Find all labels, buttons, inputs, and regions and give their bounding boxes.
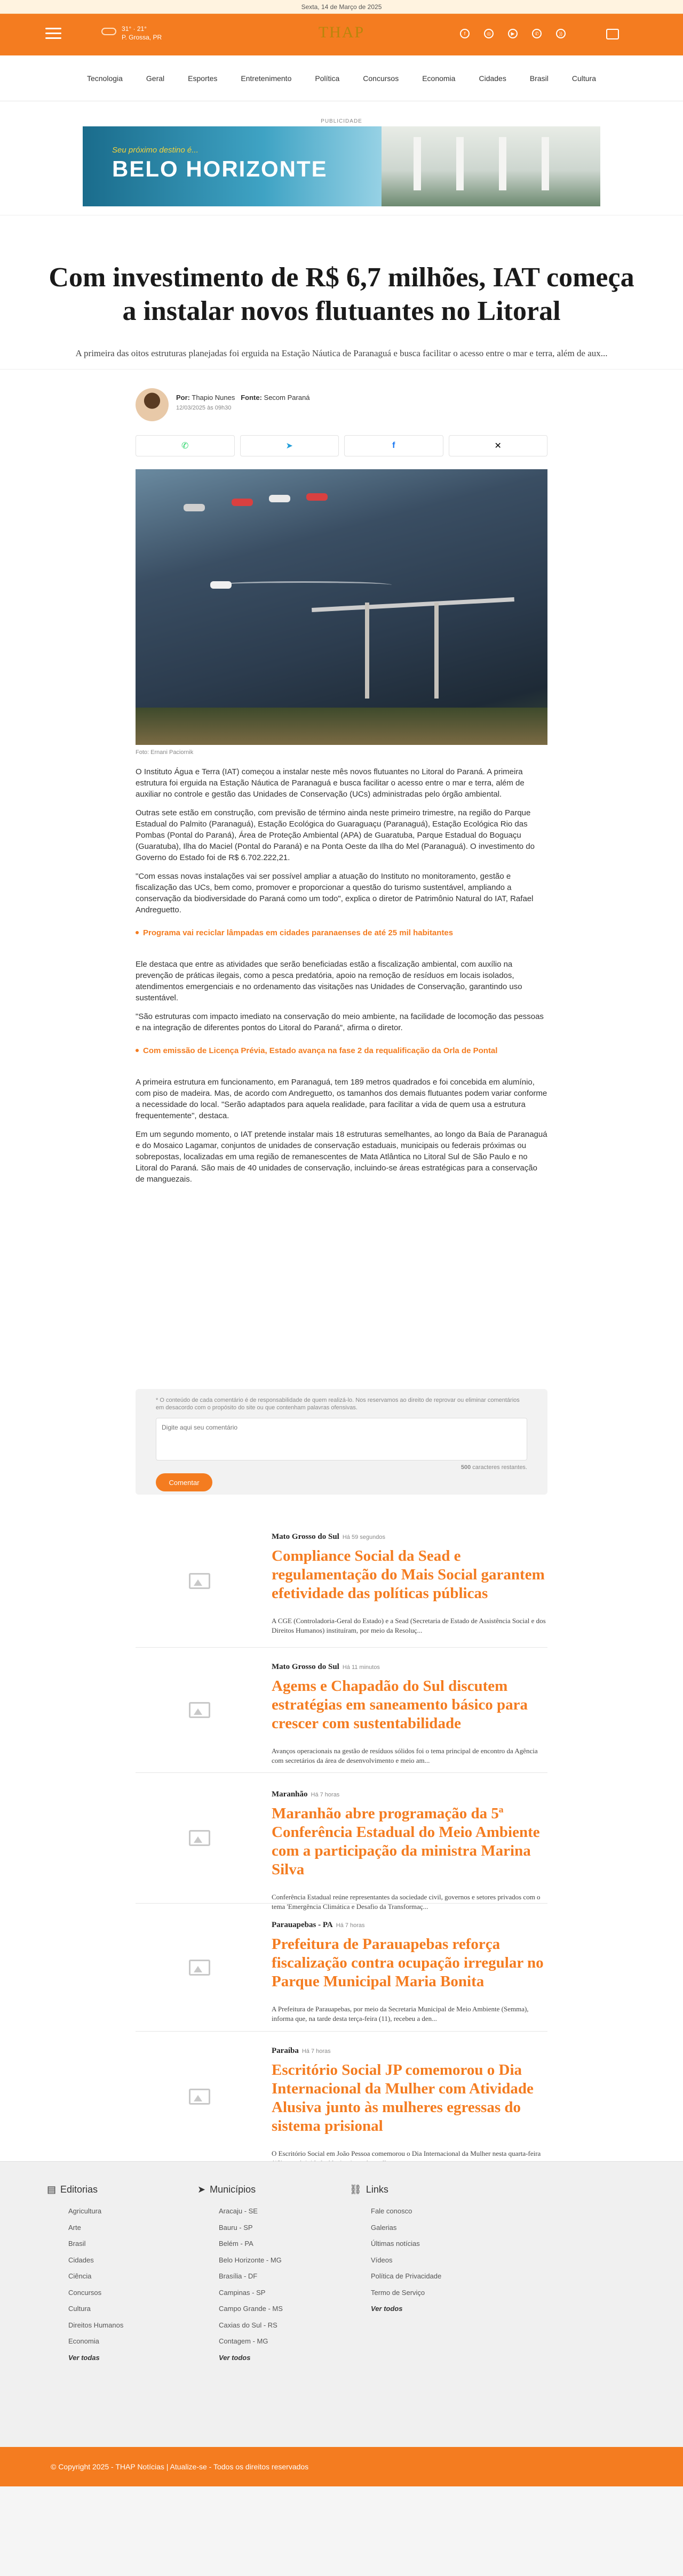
nav-item[interactable]: Cultura (571, 74, 596, 83)
card-excerpt: Conferência Estadual reúne representantes da sociedade civil, governos e setores privados com o tema 'Emergência Climática e Desafio da Transformaç... (272, 1893, 541, 1911)
article-subtitle: A primeira das oitos estruturas planejadas foi erguida na Estação Náutica de Paranaguá e busca facilitar o acesso entre o mar e terra, além de aux... (75, 348, 608, 358)
footer-link[interactable]: Brasil (68, 2240, 86, 2248)
news-card[interactable] (136, 1648, 547, 1773)
article-header (0, 215, 683, 370)
footer-link[interactable]: Arte (68, 2223, 81, 2232)
footer-link[interactable]: Cultura (68, 2305, 91, 2313)
date-bar: Sexta, 14 de Março de 2025 (0, 0, 683, 14)
char-counter (156, 1464, 527, 1471)
navigation-arrow-icon: ➤ (197, 2184, 206, 2195)
facebook-icon[interactable]: f (460, 29, 470, 38)
footer-link[interactable]: Fale conosco (371, 2207, 412, 2215)
card-category: Mato Grosso do Sul Há 59 segundos (272, 1532, 385, 1541)
weather-min: 21° (137, 25, 147, 33)
copyright-bar: © Copyright 2025 - THAP Notícias | Atualize-se - Todos os direitos reservados (0, 2447, 683, 2486)
weather-max: 31° (122, 25, 132, 33)
card-time: Há 7 horas (301, 2048, 331, 2055)
x-icon: ✕ (494, 442, 502, 451)
footer-link[interactable]: Direitos Humanos (68, 2321, 124, 2329)
footer-link[interactable]: Cidades (68, 2256, 94, 2264)
card-category: Maranhão Há 7 horas (272, 1790, 340, 1799)
author-prefix: Por: (176, 394, 190, 402)
footer-heading: Municípios (210, 2184, 256, 2195)
social-links (460, 29, 566, 38)
ad-section (0, 101, 683, 215)
footer-link[interactable]: Termo de Serviço (371, 2288, 425, 2297)
char-count: 500 (460, 1464, 471, 1471)
card-category: Parauapebas - PA Há 7 horas (272, 1921, 365, 1929)
card-excerpt: A CGE (Controladoria-Geral do Estado) e a Sead (Secretaria de Estado de Assistência Social e dos Direitos Humanos) instituíram, por meio da Resoluç... (272, 1617, 546, 1634)
ad-headline: BELO HORIZONTE (112, 156, 328, 181)
nav-item[interactable]: Tecnologia (86, 74, 123, 83)
comment-submit-button[interactable]: Comentar (156, 1473, 212, 1491)
news-card[interactable] (136, 1773, 547, 1911)
article-body-section (0, 370, 683, 1514)
footer-see-all-link[interactable]: Ver todos (219, 2353, 251, 2362)
paragraph: A primeira estrutura em funcionamento, em Paranaguá, tem 189 metros quadrados e foi concebida em alumínio, com piso de madeira. Mas, de acordo com Andreguetto, os tamanhos dos demais flutuantes podem variar conforme a necessidade do local. "Serão adaptados para aquela realidade, para facilitar a vida de quem usa a estrutura frequentemente", destaca. (136, 1078, 547, 1120)
thumbnail (136, 1514, 264, 1647)
nav-item[interactable]: Política (315, 74, 340, 83)
footer-heading: Editorias (60, 2184, 98, 2195)
nav-item[interactable]: Brasil (529, 74, 549, 83)
footer (0, 2161, 683, 2486)
footer-link[interactable]: Belém - PA (219, 2240, 253, 2248)
footer-link[interactable]: Política de Privacidade (371, 2272, 442, 2280)
thumbnail (136, 1773, 264, 1903)
footer-see-all-link[interactable]: Ver todas (68, 2353, 100, 2362)
card-title[interactable]: Compliance Social da Sead e regulamentação do Mais Social garantem efetividade das políticas públicas (272, 1547, 545, 1602)
footer-link[interactable]: Campinas - SP (219, 2288, 266, 2297)
ad-tagline: Seu próximo destino é... (112, 146, 198, 155)
image-placeholder-icon (189, 1702, 210, 1718)
card-title[interactable]: Maranhão abre programação da 5ª Conferência Estadual do Meio Ambiente com a participação da ministra Marina Silva (272, 1805, 540, 1878)
ad-banner[interactable] (83, 126, 600, 206)
top-bar (0, 14, 683, 55)
paragraph: Outras sete estão em construção, com previsão de término ainda neste primeiro trimestre, na região do Parque Estadual do Palmito (Paranaguá), Estação Ecológica do Guaraguaçu (Paranaguá), Estação Ecológica Rio das Pombas (Pontal do Paraná), Área de Proteção Ambiental (APA) de Guaratuba, Parque Estadual do Boguaçu (Guaratuba), Ilha do Maciel (Pontal do Paraná) e na Ponta Oeste da Ilha do Mel (Paranaguá). O investimento do Governo do Estado foi de R$ 6.702.222,21. (136, 808, 535, 862)
news-card[interactable] (136, 2032, 547, 2161)
image-placeholder-icon (189, 1830, 210, 1846)
footer-see-all-link[interactable]: Ver todos (371, 2305, 403, 2313)
thumbnail (136, 1648, 264, 1772)
related-link-text[interactable]: Com emissão de Licença Prévia, Estado avança na fase 2 da requalificação da Orla de Pontal (143, 1046, 498, 1055)
hamburger-menu-button[interactable] (45, 28, 61, 41)
photo-caption: Foto: Ernani Paciornik (136, 749, 194, 756)
footer-editorias (47, 2184, 123, 2370)
thumbnail (136, 2032, 264, 2161)
ad-building-image (382, 126, 600, 206)
related-link (136, 1045, 547, 1056)
card-excerpt: A Prefeitura de Parauapebas, por meio da Secretaria Municipal de Meio Ambiente (Semma), informa que, na tarde desta terça-feira (11), recebeu a den... (272, 2005, 529, 2023)
paragraph: Ele destaca que entre as atividades que serão beneficiadas estão a fiscalização ambiental, com auxílio na prevenção de práticas ilegais, como a pesca predatória, apoio na remoção de resíduos em locais isolados, atendimentos emergenciais e no ordenamento das visitações nas Unidades de Conservação, garantindo uso sustentável. (136, 960, 522, 1002)
footer-link[interactable]: Vídeos (371, 2256, 393, 2264)
footer-links (350, 2184, 441, 2321)
cart-icon[interactable] (606, 29, 619, 39)
author-name: Thapio Nunes (192, 394, 235, 402)
footer-link[interactable]: Belo Horizonte - MG (219, 2256, 282, 2264)
paragraph: "Com essas novas instalações vai ser possível ampliar a atuação do Instituto no monitoramento, gestão e fiscalização das UCs, bem como, promover e proporcionar a questão do turismo sustentável, ampliando a conservação da biodiversidade do Paraná como um todo", explica o diretor de Patrimônio Natural do IAT, Rafael Andreguetto. (136, 872, 534, 914)
share-whatsapp-button[interactable] (136, 435, 235, 456)
nav-item[interactable]: Cidades (479, 74, 506, 83)
news-feed (0, 1514, 683, 2161)
card-excerpt: Avanços operacionais na gestão de resíduos sólidos foi o tema principal de encontro da Agência com secretários da área de desenvolvimento e meio am... (272, 1747, 538, 1764)
weather-city: P. Grossa, PR (122, 34, 162, 41)
card-category: Mato Grosso do Sul Há 11 minutos (272, 1663, 380, 1671)
comment-input[interactable] (156, 1418, 527, 1460)
footer-heading: Links (366, 2184, 388, 2195)
weather-widget: 31° · 21° P. Grossa, PR (101, 25, 162, 42)
site-logo[interactable]: THAP (318, 23, 365, 41)
newspaper-icon: ▤ (47, 2184, 57, 2195)
footer-link[interactable]: Bauru - SP (219, 2223, 253, 2232)
thumbnail (136, 1904, 264, 2031)
footer-link[interactable]: Concursos (68, 2288, 102, 2297)
author-box (136, 388, 310, 421)
whatsapp-icon: ✆ (181, 442, 189, 451)
avatar (136, 388, 169, 421)
comment-box (136, 1389, 547, 1495)
footer-link[interactable]: Agricultura (68, 2207, 102, 2215)
nav-item[interactable]: Economia (422, 74, 456, 83)
card-category: Paraíba Há 7 horas (272, 2047, 331, 2055)
footer-link[interactable]: Brasília - DF (219, 2272, 258, 2280)
image-placeholder-icon (189, 1573, 210, 1589)
article-photo (136, 469, 547, 745)
paragraph: O Instituto Água e Terra (IAT) começou a instalar neste mês novos flutuantes no Litoral do Paraná. A primeira estrutura foi erguida na Estação Náutica de Paranaguá e busca facilitar o acesso entre o mar e terra, além de auxiliar no controle e gestão das Unidades de Conservação (UCs) administradas pelo órgão ambiental. (136, 767, 525, 799)
share-bar (136, 435, 547, 456)
youtube-icon[interactable]: ▶ (508, 29, 518, 38)
card-time: Há 11 minutos (342, 1664, 380, 1671)
card-time: Há 7 horas (311, 1792, 340, 1798)
card-time: Há 59 segundos (342, 1534, 385, 1540)
image-placeholder-icon (189, 2089, 210, 2105)
facebook-icon: f (392, 441, 395, 450)
ad-label: PUBLICIDADE (321, 118, 362, 124)
nav-item[interactable]: Concursos (363, 74, 399, 83)
image-placeholder-icon (189, 1960, 210, 1976)
cloud-icon (101, 28, 116, 35)
share-telegram-button[interactable] (240, 435, 339, 456)
related-link (136, 927, 547, 938)
paragraph: "São estruturas com impacto imediato na conservação do meio ambiente, na facilidade de locomoção das pessoas e na integração de diferentes pontos do Litoral do Paraná", afirma o diretor. (136, 1012, 544, 1032)
source-prefix: Fonte: (241, 394, 262, 402)
telegram-icon: ➤ (285, 442, 293, 451)
card-time: Há 7 horas (336, 1922, 365, 1929)
rss-icon[interactable]: )) (556, 29, 566, 38)
footer-link[interactable]: Últimas notícias (371, 2240, 420, 2248)
card-title[interactable]: Escritório Social JP comemorou o Dia Internacional da Mulher com Atividade Alusiva junto às mulheres egressas do sistema prisional (272, 2061, 534, 2134)
paragraph: Em um segundo momento, o IAT pretende instalar mais 18 estruturas semelhantes, ao longo da Baía de Paranaguá e do Mosaico Lagamar, conjuntos de unidades de conservação estaduais, municipais ou federais próximas ou sobrepostas, localizadas em uma região de remanescentes de Mata Atlântica no Litoral Sul de São Paulo e no Litoral do Paraná. São mais de 40 unidades de conservação, incluindo-se áreas estratégicas para a conservação de manguezais. (136, 1130, 547, 1184)
footer-link[interactable]: Ciência (68, 2272, 92, 2280)
whatsapp-icon[interactable]: ✆ (532, 29, 542, 38)
article-title: Com investimento de R$ 6,7 milhões, IAT começa a instalar novos flutuantes no Litoral (49, 262, 634, 326)
footer-link[interactable]: Economia (68, 2337, 99, 2345)
nav-item[interactable]: Geral (146, 74, 165, 83)
share-facebook-button[interactable] (344, 435, 443, 456)
footer-link[interactable]: Galerias (371, 2223, 397, 2232)
card-title[interactable]: Agems e Chapadão do Sul discutem estratégias em saneamento básico para crescer com sustentabilidade (272, 1678, 528, 1732)
card-title[interactable]: Prefeitura de Parauapebas reforça fiscalização contra ocupação irregular no Parque Municipal Maria Bonita (272, 1936, 544, 1990)
publish-date: 12/03/2025 às 09h30 (176, 405, 232, 411)
link-icon: ⛓ (350, 2184, 362, 2195)
nav-item[interactable]: Entretenimento (241, 74, 292, 83)
news-card[interactable] (136, 1514, 547, 1648)
footer-link[interactable]: Campo Grande - MS (219, 2305, 283, 2313)
footer-link[interactable]: Caxias do Sul - RS (219, 2321, 277, 2329)
article-text (136, 766, 547, 1192)
footer-municipios (197, 2184, 283, 2370)
source-name: Secom Paraná (264, 394, 310, 402)
footer-link[interactable]: Aracaju - SE (219, 2207, 258, 2215)
share-x-button[interactable] (449, 435, 548, 456)
card-excerpt: O Escritório Social em João Pessoa comemorou o Dia Internacional da Mulher nesta quarta-feira (272, 2149, 541, 2157)
nav-item[interactable]: Esportes (188, 74, 218, 83)
related-link-text[interactable]: Programa vai reciclar lâmpadas em cidades paranaenses de até 25 mil habitantes (143, 928, 454, 937)
news-card[interactable] (136, 1904, 547, 2032)
main-nav (0, 55, 683, 101)
instagram-icon[interactable]: ◎ (484, 29, 494, 38)
footer-link[interactable]: Contagem - MG (219, 2337, 268, 2345)
char-count-label: caracteres restantes. (472, 1464, 527, 1471)
comment-notice: * O conteúdo de cada comentário é de responsabilidade de quem realizá-lo. Nos reservamos ao direito de reprovar ou eliminar comentários em desacordo com o propósito do site ou que contenham palavras ofensivas. (156, 1397, 520, 1411)
